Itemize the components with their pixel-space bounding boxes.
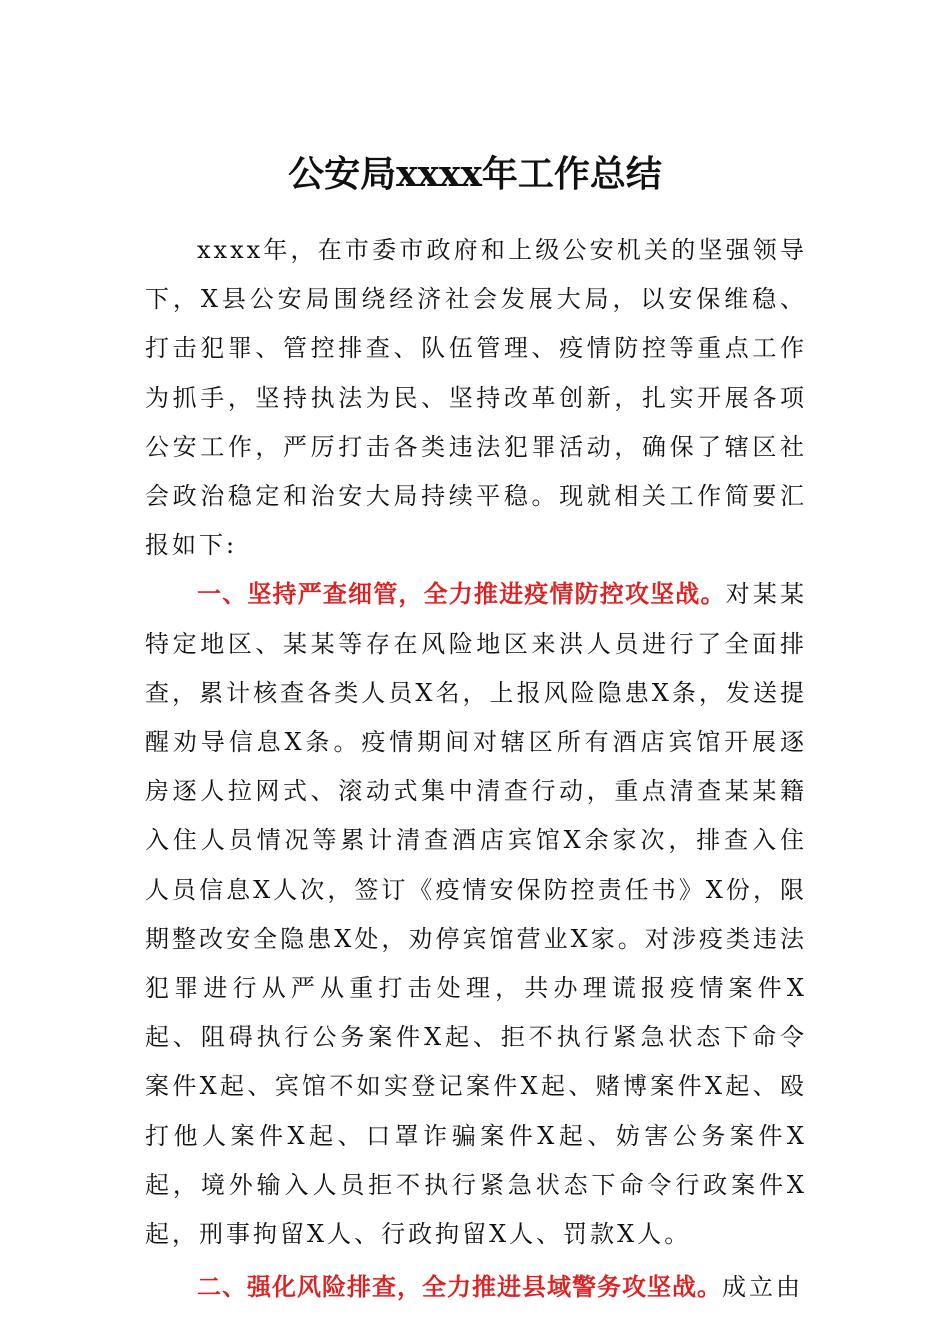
- document-title: 公安局xxxx年工作总结: [288, 153, 662, 195]
- section-1-paragraph: [145, 570, 807, 1259]
- section-2-paragraph: [145, 1263, 807, 1312]
- intro-paragraph: xxxx年，在市委市政府和上级公安机关的坚强领导下，X县公安局围绕经济社会发展大局，以安保维稳、打击犯罪、管控排查、队伍管理、疫情防控等重点工作为抓手，坚持执法为民、坚持改革创新，扎实开展各项公安工作，严厉打击各类违法犯罪活动，确保了辖区社会政治稳定和治安大局持续平稳。现就相关工作简要汇报如下:: [145, 236, 807, 560]
- section-2-text: 成立由: [722, 1273, 803, 1302]
- section-1-heading: 一、坚持严查细管，全力推进疫情防控攻坚战。: [197, 580, 726, 609]
- document-body: [145, 226, 807, 1312]
- section-1-text: 对某某特定地区、某某等存在风险地区来洪人员进行了全面排查，累计核查各类人员X名，上报风险隐患X条，发送提醒劝导信息X条。疫情期间对辖区所有酒店宾馆开展逐房逐人拉网式、滚动式集中清查行动，重点清查某某籍入住人员情况等累计清查酒店宾馆X余家次，排查入住人员信息X人次，签订《疫情安保防控责任书》X份，限期整改安全隐患X处，劝停宾馆营业X家。对涉疫类违法犯罪进行从严从重打击处理，共办理谎报疫情案件X起、阻碍执行公务案件X起、拒不执行紧急状态下命令案件X起、宾馆不如实登记案件X起、赌博案件X起、殴打他人案件X起、口罩诈骗案件X起、妨害公务案件X起，境外输入人员拒不执行紧急状态下命令行政案件X起，刑事拘留X人、行政拘留X人、罚款X人。: [145, 580, 808, 1249]
- section-2-heading: 二、强化风险排查，全力推进县域警务攻坚战。: [197, 1273, 722, 1302]
